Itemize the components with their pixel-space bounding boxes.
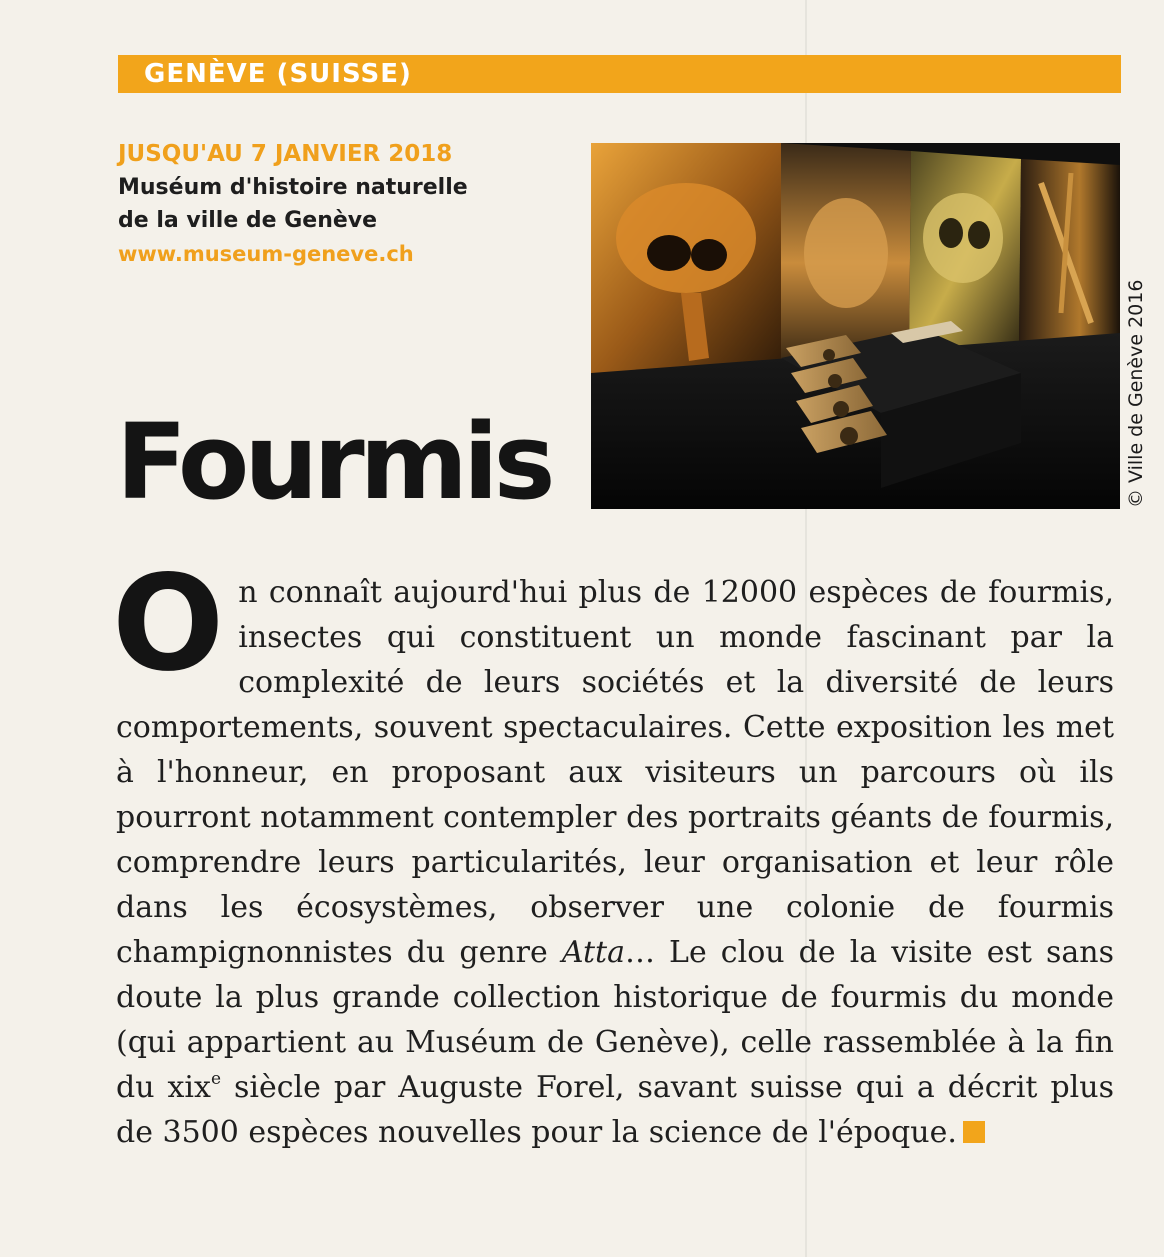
region-label: GENÈVE (SUISSE): [144, 59, 412, 89]
end-of-article-square-icon: [963, 1121, 985, 1143]
region-header-bar: [118, 55, 1121, 93]
body-text-part1: n connaît aujourd'hui plus de 12000 espèces de fourmis, insectes qui constituent un monde fascinant par la complexité de leurs sociétés et la diversité de leurs comportements, souvent spectaculaires. Cette exposition les met à l'honneur, en proposant aux visiteurs un parcours où ils pourront notamment contempler des portraits géants de fourmis, comprendre leurs particularités, leur organisation et leur rôle dans les écosystèmes, observer une colonie de fourmis champignonnistes du genre: [116, 575, 1114, 970]
body-text-part2: … Le clou de la visite est sans doute la plus grande collection historique de fourmis du monde (qui appartient au Muséum de Genève), celle rassemblée à la fin du: [116, 935, 1114, 1105]
exhibition-dates: JUSQU'AU 7 JANVIER 2018: [118, 141, 453, 167]
venue-name-line1: Muséum d'histoire naturelle: [118, 175, 468, 200]
article-body: [112, 547, 1114, 1155]
photo-credit: © Ville de Genève 2016: [1125, 279, 1147, 508]
exhibition-info: [118, 137, 578, 271]
genus-name: Atta: [561, 935, 625, 970]
venue-website: www.museum-geneve.ch: [118, 242, 414, 266]
century-numeral: xix: [167, 1070, 211, 1105]
article-title: Fourmis: [116, 401, 551, 523]
venue-name-line2: de la ville de Genève: [118, 208, 378, 233]
exhibition-photo-illustration: [591, 143, 1120, 509]
body-text-part3: siècle par Auguste Forel, savant suisse qui a décrit plus de 3500 espèces nouvelles pour la science de l'époque.: [116, 1070, 1114, 1150]
exhibition-photo: [591, 143, 1120, 509]
century-superscript: e: [210, 1069, 222, 1089]
drop-cap: O: [112, 547, 225, 701]
